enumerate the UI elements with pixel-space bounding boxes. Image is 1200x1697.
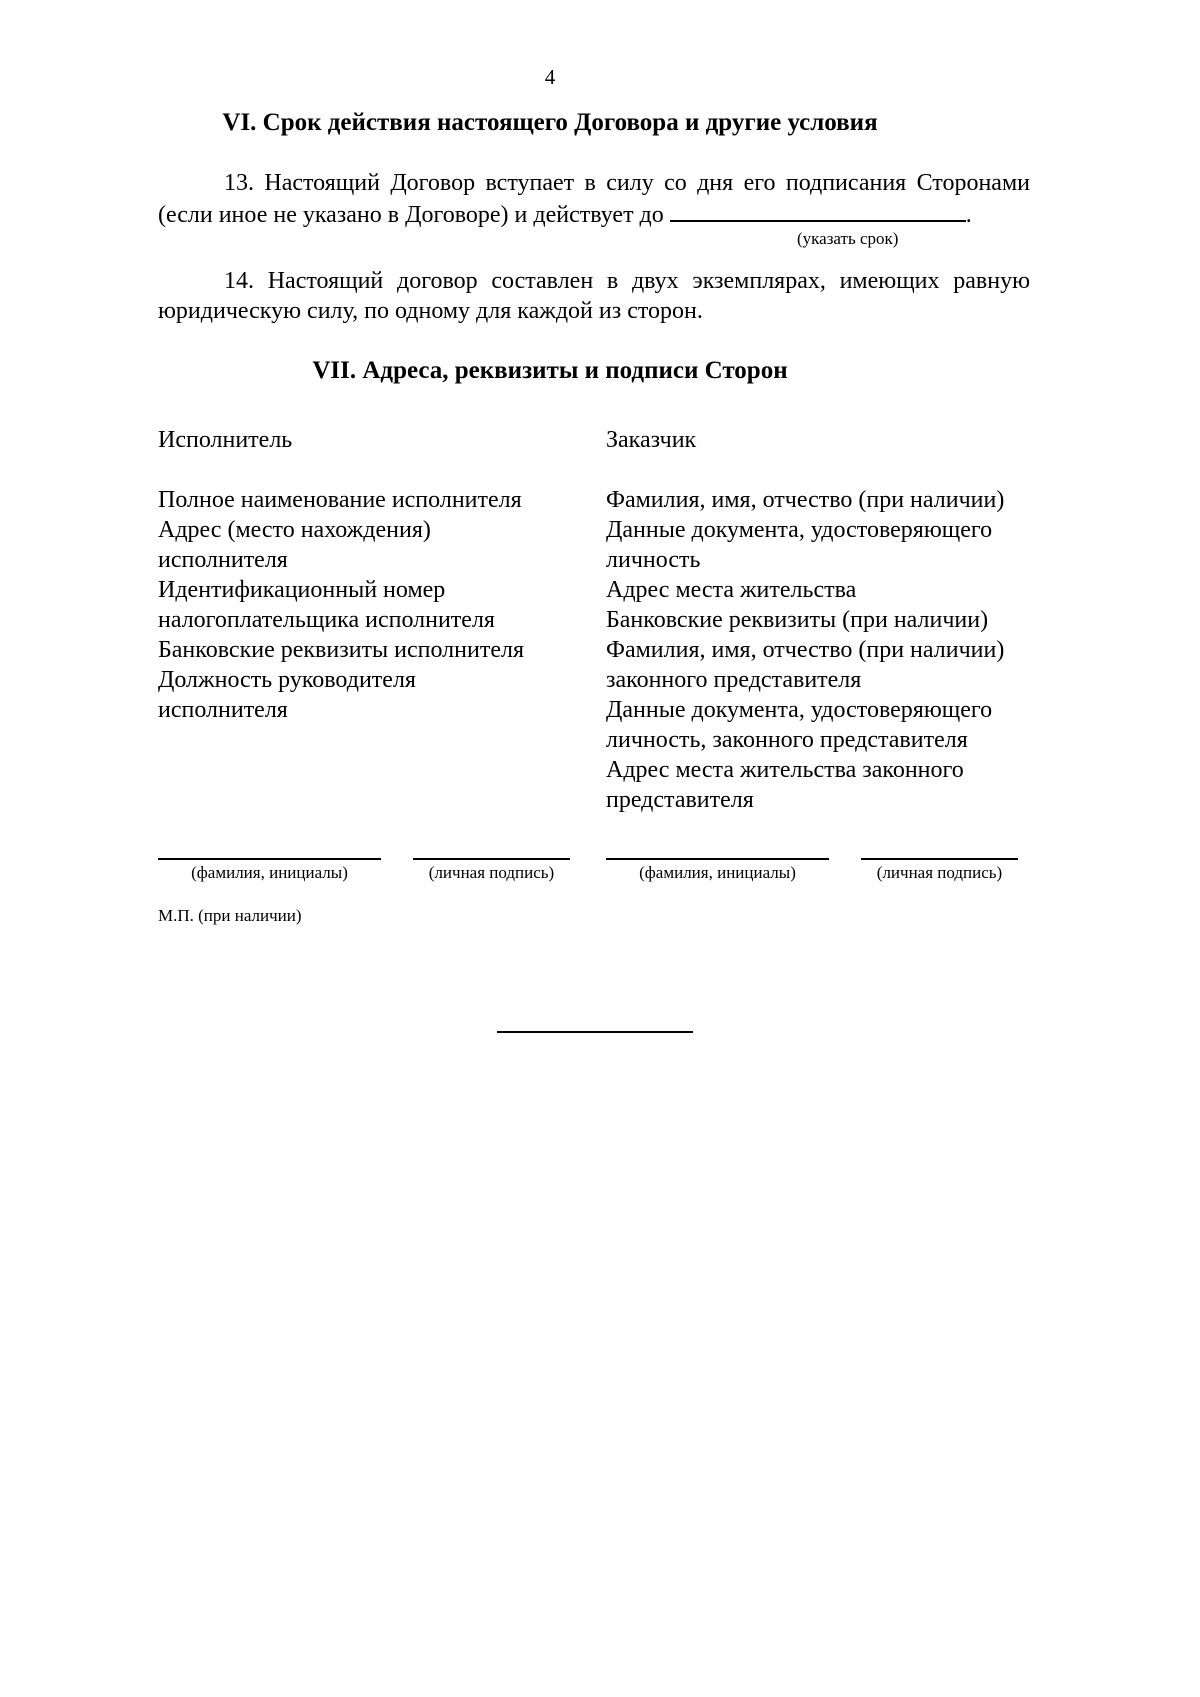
customer-detail-line: личность <box>606 547 701 573</box>
clause-13 <box>158 168 1030 230</box>
customer-detail-line: представителя <box>606 787 754 813</box>
customer-sign-caption: (личная подпись) <box>876 863 1003 882</box>
section-6-title: VI. Срок действия настоящего Договора и другие условия <box>222 109 878 136</box>
executor-detail-line: Банковские реквизиты исполнителя <box>158 637 524 663</box>
term-blank-caption: (указать срок) <box>797 229 899 248</box>
clause-13-period: . <box>965 202 972 228</box>
customer-details <box>606 485 1004 815</box>
customer-detail-line: Адрес места жительства <box>606 577 857 603</box>
executor-detail-line: Адрес (место нахождения) <box>158 517 431 543</box>
clause-14-line-1: 14. Настоящий договор составлен в двух экземплярах, имеющих равную <box>224 268 1030 294</box>
customer-detail-line: Данные документа, удостоверяющего <box>606 697 993 723</box>
customer-heading: Заказчик <box>606 427 697 453</box>
term-blank-field[interactable] <box>670 198 966 222</box>
executor-details <box>158 485 524 725</box>
executor-detail-line: исполнителя <box>158 697 288 723</box>
customer-detail-line: Фамилия, имя, отчество (при наличии) <box>606 487 1005 513</box>
executor-sign-caption: (личная подпись) <box>428 863 555 882</box>
executor-detail-line: Должность руководителя <box>158 667 416 693</box>
executor-detail-line: налогоплательщика исполнителя <box>158 607 495 633</box>
clause-14-line-2: юридическую силу, по одному для каждой из сторон. <box>158 298 703 324</box>
clause-14 <box>158 266 1030 326</box>
customer-personal-signature-line[interactable] <box>861 858 1018 860</box>
customer-detail-line: Банковские реквизиты (при наличии) <box>606 607 989 633</box>
customer-detail-line: законного представителя <box>606 667 862 693</box>
executor-personal-signature-line[interactable] <box>413 858 570 860</box>
executor-detail-line: Идентификационный номер <box>158 577 446 603</box>
executor-detail-line: Полное наименование исполнителя <box>158 487 522 513</box>
page-number: 4 <box>544 65 556 89</box>
clause-13-line-2 <box>158 198 1030 230</box>
executor-heading: Исполнитель <box>158 427 293 453</box>
customer-detail-line: Адрес места жительства законного <box>606 757 964 783</box>
section-7-title: VII. Адреса, реквизиты и подписи Сторон <box>312 357 788 384</box>
customer-detail-line: личность, законного представителя <box>606 727 968 753</box>
customer-detail-line: Фамилия, имя, отчество (при наличии) <box>606 637 1005 663</box>
clause-13-line-1: 13. Настоящий Договор вступает в силу со дня его подписания Сторонами <box>224 170 1030 196</box>
customer-name-signature-line[interactable] <box>606 858 829 860</box>
customer-detail-line: Данные документа, удостоверяющего <box>606 517 993 543</box>
executor-name-signature-line[interactable] <box>158 858 381 860</box>
customer-name-caption: (фамилия, инициалы) <box>639 863 796 882</box>
end-of-document-rule <box>497 1031 693 1033</box>
executor-detail-line: исполнителя <box>158 547 288 573</box>
stamp-note: М.П. (при наличии) <box>158 906 302 925</box>
executor-name-caption: (фамилия, инициалы) <box>191 863 348 882</box>
clause-13-line-2-text: (если иное не указано в Договоре) и действует до <box>158 202 664 228</box>
